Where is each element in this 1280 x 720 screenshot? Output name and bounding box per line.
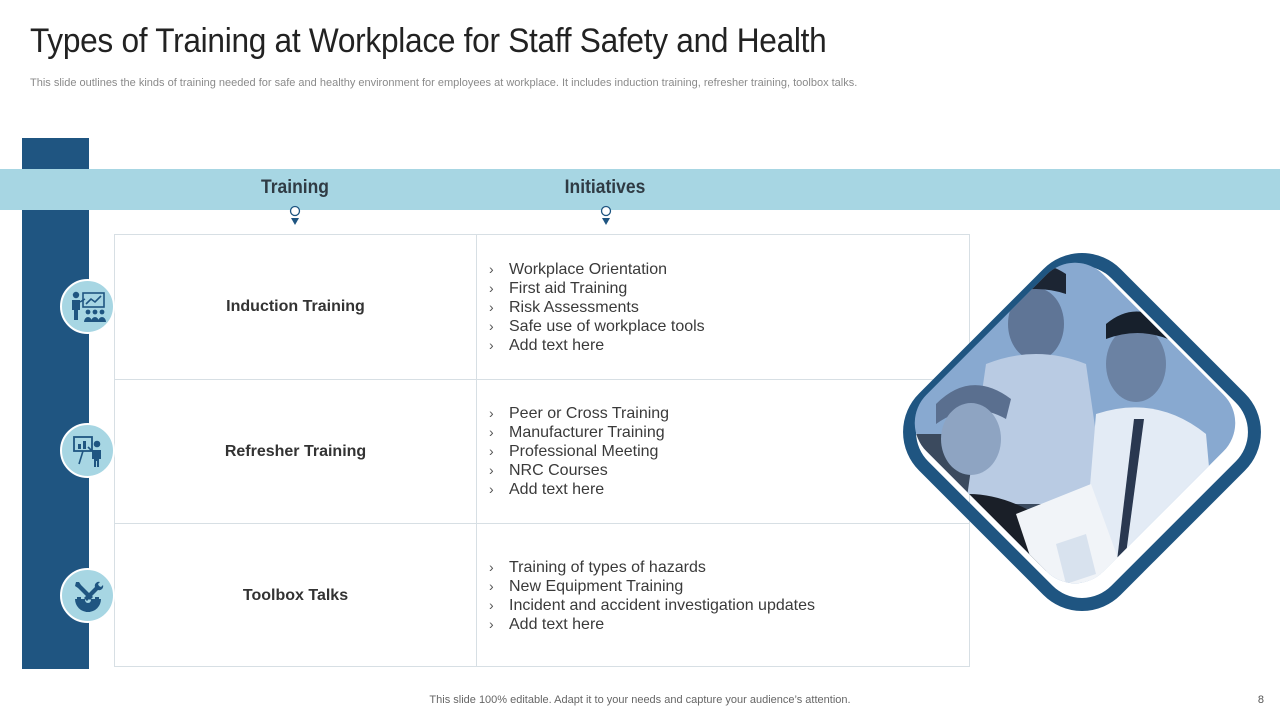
row-label-toolbox-talks: Toolbox Talks — [115, 524, 477, 667]
bullet-icon: › — [489, 279, 494, 296]
bullet-icon: › — [489, 424, 494, 440]
row-label-refresher-training: Refresher Training — [115, 380, 477, 523]
list-item: › Workplace Orientation — [489, 260, 667, 278]
pin-marker-icon — [599, 205, 613, 227]
list-item: › Training of types of hazards — [489, 558, 706, 576]
bullet-icon: › — [489, 481, 494, 497]
initiatives-list — [489, 524, 835, 667]
presenter-board-icon — [60, 423, 115, 478]
list-item: › Add text here — [489, 615, 605, 633]
initiatives-list — [489, 380, 689, 523]
presentation-audience-icon — [60, 279, 115, 334]
bullet-icon: › — [489, 317, 494, 334]
bullet-icon: › — [489, 615, 494, 632]
bullet-icon: › — [489, 577, 494, 594]
list-item: › Peer or Cross Training — [489, 405, 670, 422]
staff-photo — [866, 214, 1280, 654]
slide-footer: This slide 100% editable. Adapt it to your needs and capture your audience’s attention. — [429, 694, 851, 706]
table-row — [115, 379, 969, 523]
list-item: › Risk Assessments — [489, 298, 639, 316]
table-row — [115, 235, 969, 379]
row-label-induction-training: Induction Training — [115, 235, 477, 379]
list-item: › NRC Courses — [489, 462, 608, 479]
bullet-icon: › — [489, 596, 494, 613]
page-number: 8 — [1257, 694, 1264, 706]
list-item: › Professional Meeting — [489, 443, 659, 460]
list-item: › Incident and accident investigation updates — [489, 596, 815, 614]
column-header-initiatives: Initiatives — [564, 177, 646, 198]
pin-marker-icon — [288, 205, 302, 227]
bullet-icon: › — [489, 260, 494, 277]
bullet-icon: › — [489, 405, 494, 421]
bullet-icon: › — [489, 462, 494, 478]
list-item: › Add text here — [489, 481, 605, 498]
list-item: › Safe use of workplace tools — [489, 317, 705, 335]
table-row — [115, 523, 969, 667]
training-table — [114, 234, 970, 667]
list-item: › First aid Training — [489, 279, 628, 297]
slide-subtitle: This slide outlines the kinds of training needed for safe and healthy environment for employees at workplace. It includes induction training, refresher training, toolbox talks. — [30, 77, 858, 89]
column-header-training: Training — [261, 177, 329, 198]
tools-gear-icon — [60, 568, 115, 623]
bullet-icon: › — [489, 558, 494, 575]
bullet-icon: › — [489, 298, 494, 315]
list-item: › Manufacturer Training — [489, 424, 665, 441]
slide-title: Types of Training at Workplace for Staff Safety and Health — [30, 22, 827, 60]
initiatives-list — [489, 235, 725, 379]
bullet-icon: › — [489, 336, 494, 353]
list-item: › New Equipment Training — [489, 577, 684, 595]
bullet-icon: › — [489, 443, 494, 459]
list-item: › Add text here — [489, 336, 605, 354]
